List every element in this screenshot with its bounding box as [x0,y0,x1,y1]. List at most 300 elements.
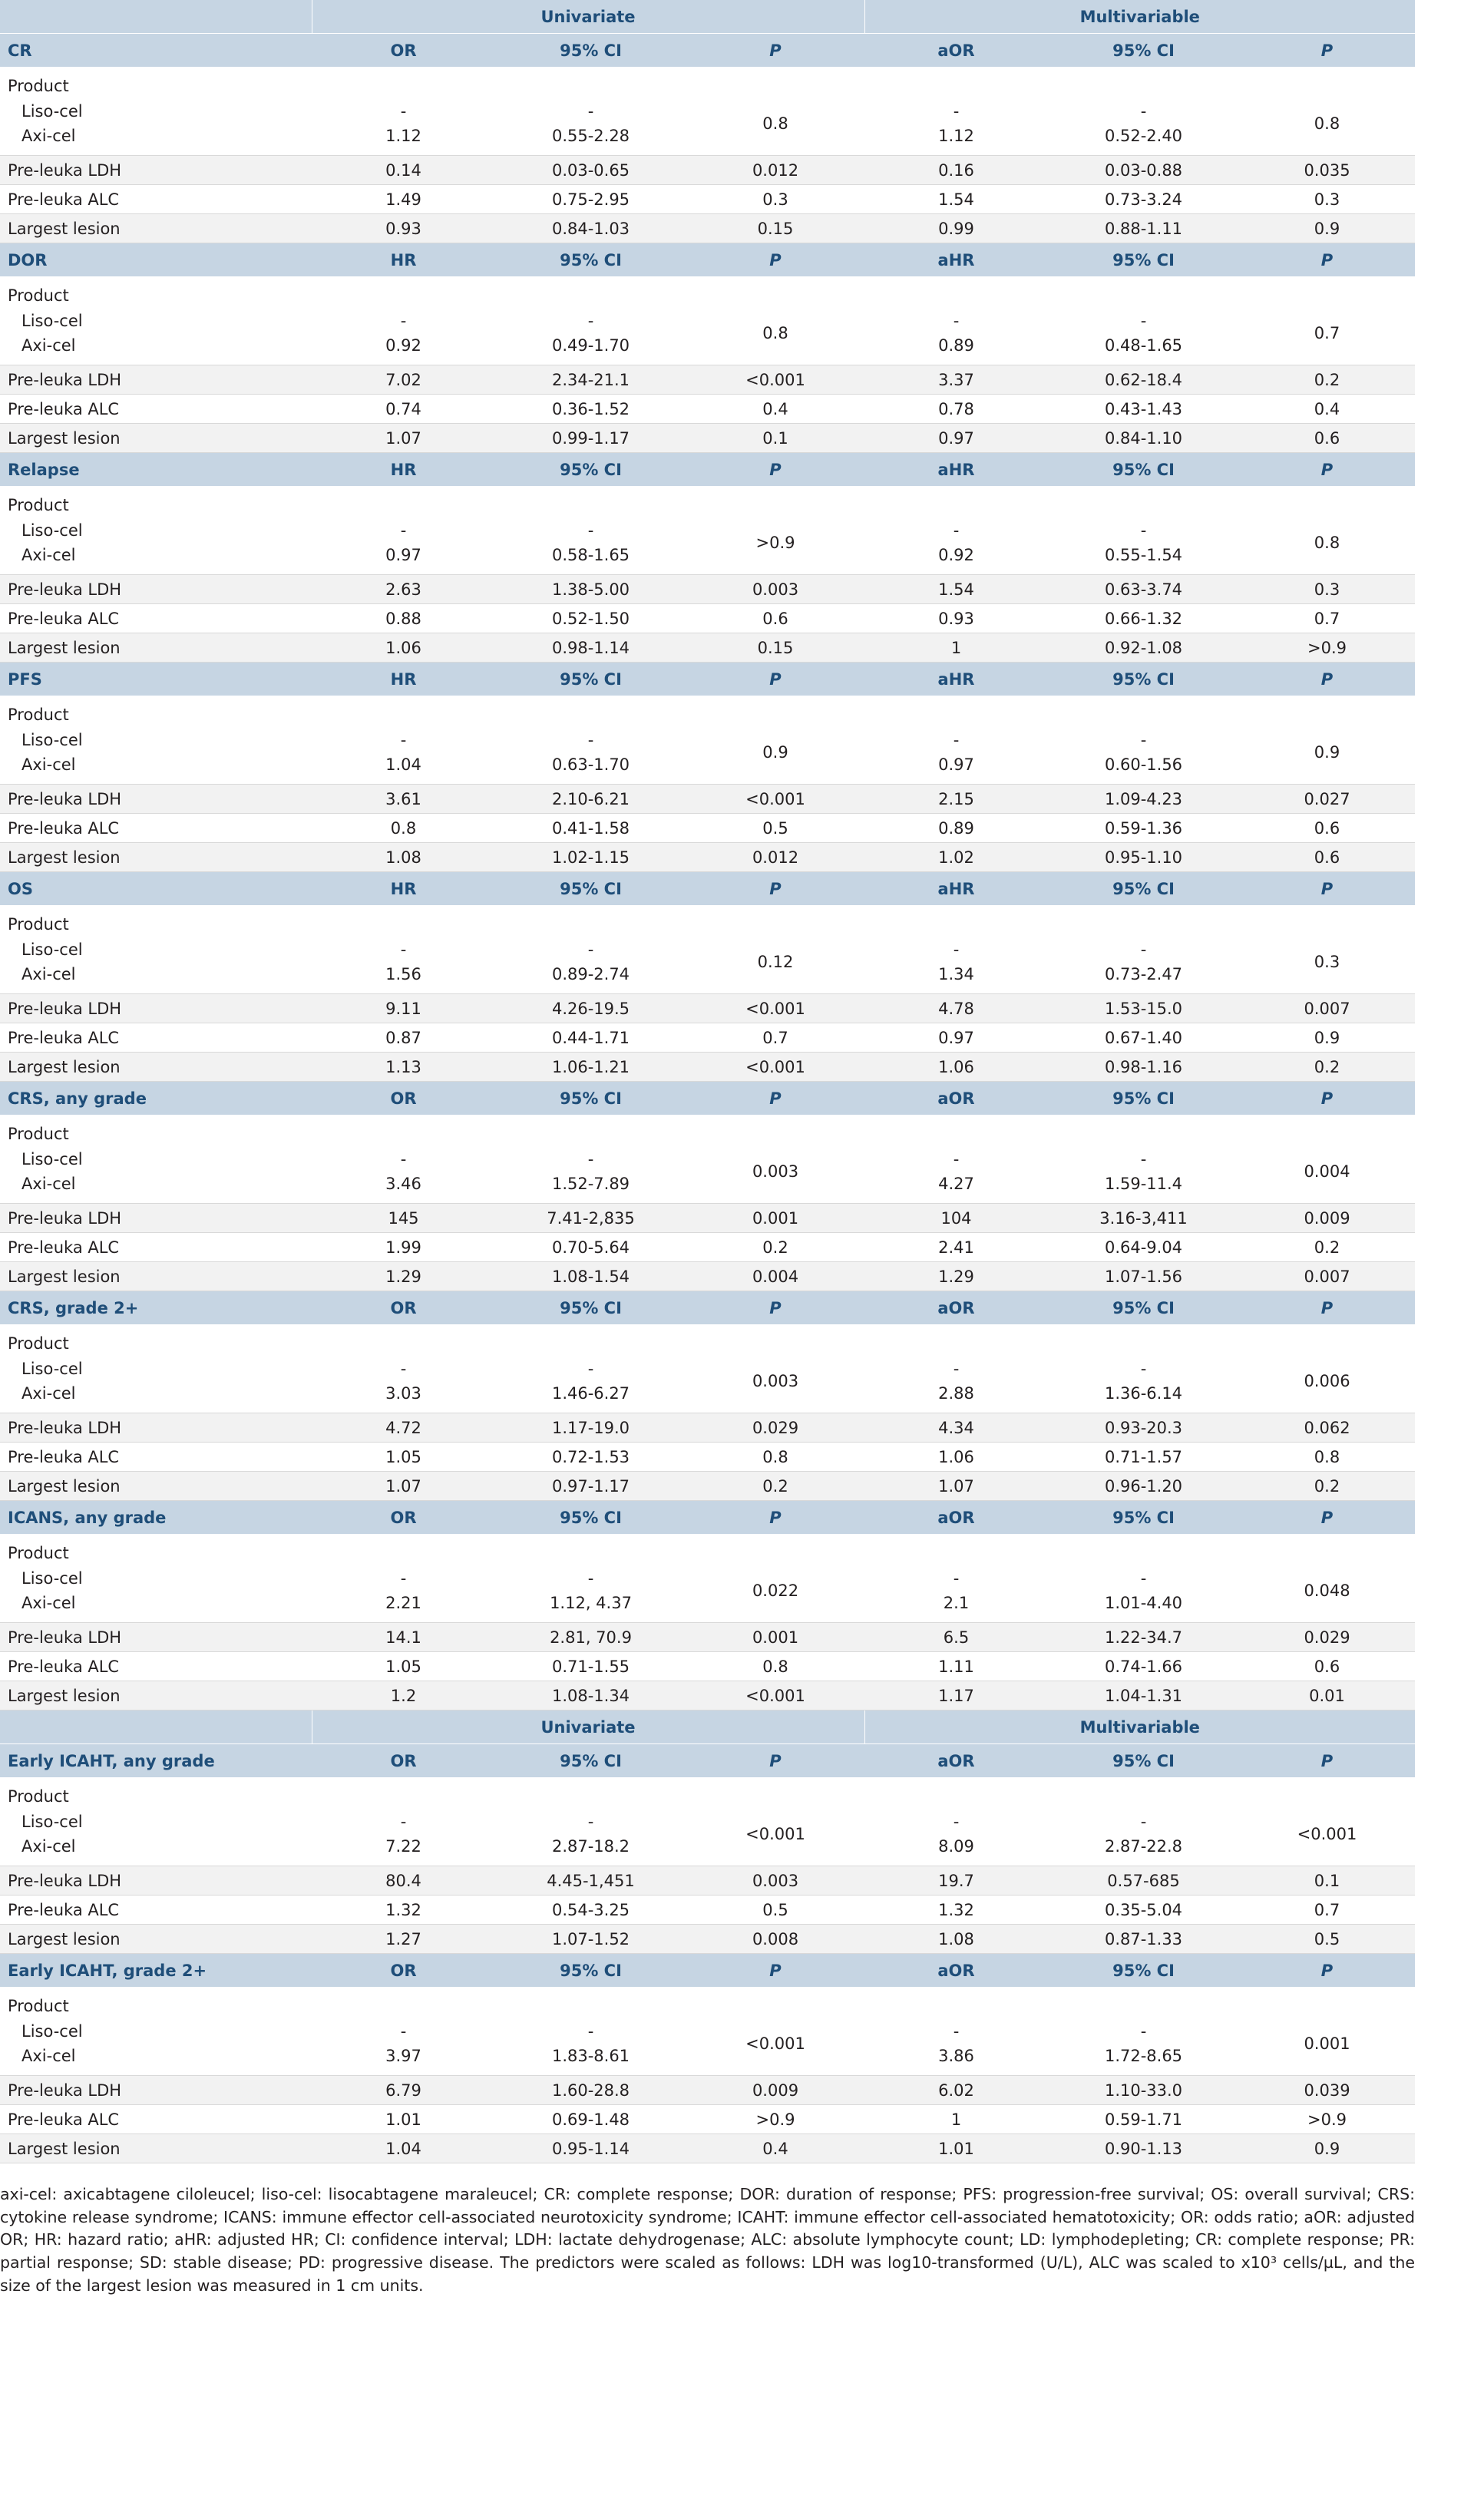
cell-univ-ci: 0.71-1.55 [495,1652,686,1681]
cell-multi-p: 0.029 [1239,1623,1415,1652]
cell-univ-p: 0.4 [686,2134,864,2163]
cell-multi-ci: 0.74-1.66 [1048,1652,1239,1681]
product-univ-estimate: - 3.97 [312,1988,495,2076]
span-header-multivariable: Multivariable [864,1710,1415,1744]
cell-multi-estimate: 0.99 [864,214,1048,243]
product-multi-ci: - 1.01-4.40 [1048,1535,1239,1623]
cell-univ-p: 0.7 [686,1023,864,1053]
row-label: Pre-leuka ALC [0,1023,312,1053]
span-header-multivariable: Multivariable [864,0,1415,34]
product-block-row [0,1778,1415,1866]
product-multi-ci: - 1.59-11.4 [1048,1115,1239,1204]
product-labels [0,1778,312,1866]
cell-univ-estimate: 1.06 [312,633,495,663]
cell-univ-ci: 0.84-1.03 [495,214,686,243]
cell-multi-ci: 0.95-1.10 [1048,843,1239,872]
cell-univ-ci: 1.17-19.0 [495,1413,686,1443]
cell-multi-p: 0.6 [1239,424,1415,453]
cell-univ-p: <0.001 [686,365,864,395]
table-row [0,214,1415,243]
cell-multi-ci: 1.04-1.31 [1048,1681,1239,1710]
group-header-col-5: P [1239,1501,1415,1535]
cell-multi-p: 0.062 [1239,1413,1415,1443]
cell-univ-p: 0.001 [686,1623,864,1652]
product-label: Product [8,1125,69,1143]
cell-multi-p: 0.5 [1239,1925,1415,1954]
cell-univ-ci: 1.38-5.00 [495,575,686,604]
cell-univ-ci: 1.06-1.21 [495,1053,686,1082]
cell-univ-estimate: 2.63 [312,575,495,604]
product-multi-estimate: - 0.89 [864,277,1048,365]
group-header-col-2: P [686,872,864,906]
group-header-col-1: 95% CI [495,1954,686,1988]
product-multi-p: 0.7 [1239,277,1415,365]
span-header-univariate: Univariate [312,0,864,34]
group-header-label: DOR [0,243,312,277]
product-multi-ci: - 1.72-8.65 [1048,1988,1239,2076]
cell-multi-p: 0.2 [1239,1472,1415,1501]
cell-univ-estimate: 1.05 [312,1652,495,1681]
product-univ-p: 0.8 [686,277,864,365]
group-header-label: PFS [0,663,312,696]
product-labels [0,906,312,994]
cell-univ-ci: 4.45-1,451 [495,1866,686,1896]
group-header-col-1: 95% CI [495,872,686,906]
row-label: Pre-leuka LDH [0,785,312,814]
liso-cel-label: Liso-cel [21,1149,83,1168]
group-header-col-2: P [686,1744,864,1778]
group-header-col-3: aHR [864,243,1048,277]
liso-cel-label: Liso-cel [21,311,83,330]
cell-multi-ci: 1.10-33.0 [1048,2076,1239,2105]
cell-multi-estimate: 1 [864,633,1048,663]
group-header-col-3: aOR [864,1501,1048,1535]
cell-univ-p: 0.5 [686,814,864,843]
cell-multi-estimate: 1.06 [864,1053,1048,1082]
product-block-row [0,696,1415,785]
cell-univ-estimate: 0.74 [312,395,495,424]
cell-multi-ci: 0.73-3.24 [1048,185,1239,214]
product-univ-ci: - 0.58-1.65 [495,487,686,575]
cell-multi-estimate: 0.89 [864,814,1048,843]
cell-univ-ci: 2.34-21.1 [495,365,686,395]
product-labels [0,487,312,575]
cell-multi-estimate: 0.97 [864,1023,1048,1053]
group-header-col-1: 95% CI [495,453,686,487]
table-row [0,1681,1415,1710]
table-row [0,156,1415,185]
cell-univ-p: 0.001 [686,1204,864,1233]
group-header-col-2: P [686,34,864,68]
group-header-row [0,453,1415,487]
group-header-col-5: P [1239,1954,1415,1988]
cell-multi-ci: 1.53-15.0 [1048,994,1239,1023]
axi-cel-label: Axi-cel [21,546,76,565]
group-header-label: Relapse [0,453,312,487]
cell-multi-p: 0.1 [1239,1866,1415,1896]
cell-multi-estimate: 0.97 [864,424,1048,453]
cell-univ-ci: 0.54-3.25 [495,1896,686,1925]
cell-multi-p: 0.6 [1239,1652,1415,1681]
table-row [0,633,1415,663]
group-header-row [0,1082,1415,1115]
cell-univ-p: 0.003 [686,575,864,604]
row-label: Pre-leuka LDH [0,365,312,395]
cell-univ-ci: 2.10-6.21 [495,785,686,814]
group-header-col-0: OR [312,1501,495,1535]
group-header-col-1: 95% CI [495,1291,686,1325]
product-block-row [0,1325,1415,1413]
group-header-col-3: aOR [864,1744,1048,1778]
product-block-row [0,68,1415,156]
cell-multi-estimate: 6.02 [864,2076,1048,2105]
cell-multi-p: 0.2 [1239,1233,1415,1262]
row-label: Largest lesion [0,424,312,453]
axi-cel-label: Axi-cel [21,336,76,355]
group-header-row [0,243,1415,277]
product-label: Product [8,496,69,514]
cell-multi-ci: 0.87-1.33 [1048,1925,1239,1954]
product-block-row [0,1988,1415,2076]
group-header-col-2: P [686,453,864,487]
cell-multi-p: 0.9 [1239,214,1415,243]
cell-univ-estimate: 4.72 [312,1413,495,1443]
group-header-col-5: P [1239,34,1415,68]
axi-cel-label: Axi-cel [21,965,76,984]
group-header-row [0,1291,1415,1325]
row-label: Largest lesion [0,214,312,243]
group-header-col-4: 95% CI [1048,1501,1239,1535]
table-row [0,1053,1415,1082]
product-univ-estimate: - 3.46 [312,1115,495,1204]
group-header-col-2: P [686,663,864,696]
group-header-col-2: P [686,1082,864,1115]
group-header-row [0,872,1415,906]
product-block-row [0,1115,1415,1204]
cell-univ-ci: 1.08-1.34 [495,1681,686,1710]
cell-multi-p: 0.9 [1239,2134,1415,2163]
row-label: Pre-leuka ALC [0,2105,312,2134]
group-header-col-5: P [1239,872,1415,906]
cell-multi-p: 0.035 [1239,156,1415,185]
table-row [0,994,1415,1023]
cell-multi-estimate: 1.08 [864,1925,1048,1954]
cell-multi-ci: 0.35-5.04 [1048,1896,1239,1925]
cell-multi-p: 0.9 [1239,1023,1415,1053]
cell-univ-estimate: 0.87 [312,1023,495,1053]
cell-multi-estimate: 0.93 [864,604,1048,633]
cell-univ-estimate: 0.88 [312,604,495,633]
product-univ-estimate: - 2.21 [312,1535,495,1623]
cell-multi-ci: 3.16-3,411 [1048,1204,1239,1233]
cell-multi-ci: 0.59-1.71 [1048,2105,1239,2134]
table-row [0,1623,1415,1652]
row-label: Pre-leuka ALC [0,1233,312,1262]
cell-multi-estimate: 1.32 [864,1896,1048,1925]
cell-univ-p: 0.029 [686,1413,864,1443]
group-header-col-5: P [1239,1744,1415,1778]
product-univ-ci: - 0.49-1.70 [495,277,686,365]
group-header-col-3: aOR [864,1954,1048,1988]
product-multi-estimate: - 2.88 [864,1325,1048,1413]
cell-multi-p: 0.7 [1239,1896,1415,1925]
cell-univ-p: >0.9 [686,2105,864,2134]
row-label: Largest lesion [0,1925,312,1954]
table-row [0,1023,1415,1053]
group-header-col-5: P [1239,243,1415,277]
product-multi-p: 0.006 [1239,1325,1415,1413]
cell-univ-p: 0.2 [686,1233,864,1262]
group-header-col-2: P [686,1501,864,1535]
cell-univ-ci: 0.95-1.14 [495,2134,686,2163]
cell-univ-ci: 0.52-1.50 [495,604,686,633]
cell-univ-ci: 1.60-28.8 [495,2076,686,2105]
group-header-row [0,1744,1415,1778]
cell-multi-p: >0.9 [1239,2105,1415,2134]
cell-multi-ci: 0.43-1.43 [1048,395,1239,424]
product-multi-estimate: - 0.92 [864,487,1048,575]
product-label: Product [8,1544,69,1562]
cell-univ-estimate: 1.27 [312,1925,495,1954]
group-header-col-3: aHR [864,872,1048,906]
cell-multi-estimate: 1.07 [864,1472,1048,1501]
group-header-col-0: OR [312,34,495,68]
product-label: Product [8,706,69,724]
cell-multi-ci: 0.62-18.4 [1048,365,1239,395]
table-row [0,2076,1415,2105]
cell-univ-p: 0.004 [686,1262,864,1291]
product-labels [0,68,312,156]
group-header-col-4: 95% CI [1048,453,1239,487]
group-header-col-1: 95% CI [495,1501,686,1535]
product-univ-ci: - 1.52-7.89 [495,1115,686,1204]
axi-cel-label: Axi-cel [21,1175,76,1194]
product-univ-p: 0.003 [686,1115,864,1204]
product-univ-p: 0.022 [686,1535,864,1623]
group-header-col-4: 95% CI [1048,243,1239,277]
product-labels [0,1988,312,2076]
cell-multi-ci: 0.03-0.88 [1048,156,1239,185]
cell-multi-estimate: 0.78 [864,395,1048,424]
group-header-label: CRS, any grade [0,1082,312,1115]
cell-univ-p: 0.6 [686,604,864,633]
product-univ-estimate: - 3.03 [312,1325,495,1413]
group-header-label: CRS, grade 2+ [0,1291,312,1325]
cell-multi-p: 0.2 [1239,1053,1415,1082]
group-header-col-2: P [686,243,864,277]
group-header-label: OS [0,872,312,906]
table-row [0,1262,1415,1291]
product-univ-ci: - 0.63-1.70 [495,696,686,785]
cell-multi-p: 0.007 [1239,1262,1415,1291]
product-label: Product [8,286,69,305]
cell-univ-ci: 0.97-1.17 [495,1472,686,1501]
row-label: Pre-leuka LDH [0,2076,312,2105]
cell-multi-estimate: 1.54 [864,575,1048,604]
product-univ-p: 0.003 [686,1325,864,1413]
product-labels [0,277,312,365]
cell-multi-ci: 0.64-9.04 [1048,1233,1239,1262]
cell-multi-ci: 0.93-20.3 [1048,1413,1239,1443]
group-header-col-5: P [1239,1082,1415,1115]
cell-univ-p: 0.5 [686,1896,864,1925]
group-header-col-0: HR [312,872,495,906]
product-univ-ci: - 2.87-18.2 [495,1778,686,1866]
cell-univ-estimate: 1.01 [312,2105,495,2134]
group-header-col-4: 95% CI [1048,872,1239,906]
cell-multi-ci: 0.57-685 [1048,1866,1239,1896]
group-header-col-1: 95% CI [495,663,686,696]
product-labels [0,1535,312,1623]
liso-cel-label: Liso-cel [21,1812,83,1831]
group-header-col-5: P [1239,663,1415,696]
table-row [0,365,1415,395]
span-header-row [0,1710,1415,1744]
cell-multi-p: 0.01 [1239,1681,1415,1710]
cell-multi-ci: 1.22-34.7 [1048,1623,1239,1652]
cell-univ-estimate: 1.13 [312,1053,495,1082]
cell-univ-ci: 0.99-1.17 [495,424,686,453]
product-labels [0,1325,312,1413]
cell-multi-ci: 0.66-1.32 [1048,604,1239,633]
cell-multi-ci: 1.09-4.23 [1048,785,1239,814]
table-row [0,1896,1415,1925]
product-multi-p: 0.9 [1239,696,1415,785]
product-univ-estimate: - 0.92 [312,277,495,365]
product-multi-p: 0.004 [1239,1115,1415,1204]
cell-multi-ci: 1.07-1.56 [1048,1262,1239,1291]
cell-multi-p: 0.007 [1239,994,1415,1023]
cell-univ-estimate: 1.49 [312,185,495,214]
cell-univ-estimate: 6.79 [312,2076,495,2105]
product-block-row [0,487,1415,575]
cell-multi-estimate: 6.5 [864,1623,1048,1652]
row-label: Largest lesion [0,2134,312,2163]
cell-multi-p: 0.027 [1239,785,1415,814]
table-row [0,1652,1415,1681]
table-row [0,843,1415,872]
axi-cel-label: Axi-cel [21,1384,76,1403]
group-header-col-5: P [1239,1291,1415,1325]
liso-cel-label: Liso-cel [21,730,83,749]
product-label: Product [8,915,69,934]
product-univ-p: <0.001 [686,1988,864,2076]
cell-univ-ci: 1.02-1.15 [495,843,686,872]
cell-multi-p: 0.3 [1239,185,1415,214]
cell-multi-ci: 0.90-1.13 [1048,2134,1239,2163]
cell-univ-ci: 4.26-19.5 [495,994,686,1023]
cell-univ-estimate: 1.29 [312,1262,495,1291]
table-row [0,1204,1415,1233]
product-multi-ci: - 2.87-22.8 [1048,1778,1239,1866]
row-label: Pre-leuka ALC [0,604,312,633]
product-univ-p: 0.12 [686,906,864,994]
cell-univ-estimate: 80.4 [312,1866,495,1896]
row-label: Largest lesion [0,1053,312,1082]
cell-univ-p: 0.8 [686,1443,864,1472]
cell-multi-estimate: 19.7 [864,1866,1048,1896]
product-multi-ci: - 1.36-6.14 [1048,1325,1239,1413]
cell-univ-p: 0.012 [686,843,864,872]
cell-univ-estimate: 1.07 [312,1472,495,1501]
product-label: Product [8,1334,69,1353]
cell-univ-estimate: 1.2 [312,1681,495,1710]
table-row [0,1443,1415,1472]
table-row [0,814,1415,843]
product-univ-ci: - 1.46-6.27 [495,1325,686,1413]
axi-cel-label: Axi-cel [21,1837,76,1856]
cell-multi-p: 0.6 [1239,843,1415,872]
product-multi-p: <0.001 [1239,1778,1415,1866]
cell-univ-estimate: 14.1 [312,1623,495,1652]
cell-univ-ci: 0.69-1.48 [495,2105,686,2134]
liso-cel-label: Liso-cel [21,1359,83,1378]
cell-univ-p: 0.4 [686,395,864,424]
table-row [0,1413,1415,1443]
group-header-col-3: aOR [864,1291,1048,1325]
row-label: Largest lesion [0,1262,312,1291]
product-multi-estimate: - 1.12 [864,68,1048,156]
group-header-col-0: OR [312,1954,495,1988]
cell-univ-p: <0.001 [686,1681,864,1710]
product-labels [0,1115,312,1204]
product-univ-estimate: - 0.97 [312,487,495,575]
cell-univ-ci: 0.70-5.64 [495,1233,686,1262]
product-multi-estimate: - 4.27 [864,1115,1048,1204]
product-multi-estimate: - 3.86 [864,1988,1048,2076]
cell-multi-estimate: 104 [864,1204,1048,1233]
product-multi-p: 0.3 [1239,906,1415,994]
group-header-row [0,34,1415,68]
cell-multi-estimate: 0.16 [864,156,1048,185]
cell-univ-estimate: 3.61 [312,785,495,814]
product-multi-estimate: - 2.1 [864,1535,1048,1623]
table-row [0,604,1415,633]
group-header-label: ICANS, any grade [0,1501,312,1535]
cell-univ-estimate: 1.99 [312,1233,495,1262]
cell-multi-estimate: 4.78 [864,994,1048,1023]
product-univ-ci: - 0.55-2.28 [495,68,686,156]
cell-multi-p: 0.8 [1239,1443,1415,1472]
cell-univ-p: <0.001 [686,1053,864,1082]
product-block-row [0,1535,1415,1623]
table-row [0,2134,1415,2163]
axi-cel-label: Axi-cel [21,755,76,775]
product-multi-estimate: - 8.09 [864,1778,1048,1866]
table-row [0,1925,1415,1954]
cell-multi-p: 0.2 [1239,365,1415,395]
row-label: Pre-leuka ALC [0,1652,312,1681]
cell-multi-p: >0.9 [1239,633,1415,663]
product-multi-estimate: - 1.34 [864,906,1048,994]
row-label: Pre-leuka LDH [0,1866,312,1896]
span-header-blank [0,0,312,34]
cell-univ-estimate: 0.8 [312,814,495,843]
cell-multi-estimate: 1.06 [864,1443,1048,1472]
table-row [0,2105,1415,2134]
product-univ-estimate: - 1.12 [312,68,495,156]
product-multi-p: 0.8 [1239,68,1415,156]
cell-multi-ci: 0.98-1.16 [1048,1053,1239,1082]
cell-univ-ci: 0.44-1.71 [495,1023,686,1053]
cell-univ-ci: 0.41-1.58 [495,814,686,843]
cell-multi-p: 0.4 [1239,395,1415,424]
cell-univ-estimate: 9.11 [312,994,495,1023]
group-header-col-0: HR [312,453,495,487]
product-block-row [0,277,1415,365]
product-univ-p: >0.9 [686,487,864,575]
liso-cel-label: Liso-cel [21,940,83,959]
